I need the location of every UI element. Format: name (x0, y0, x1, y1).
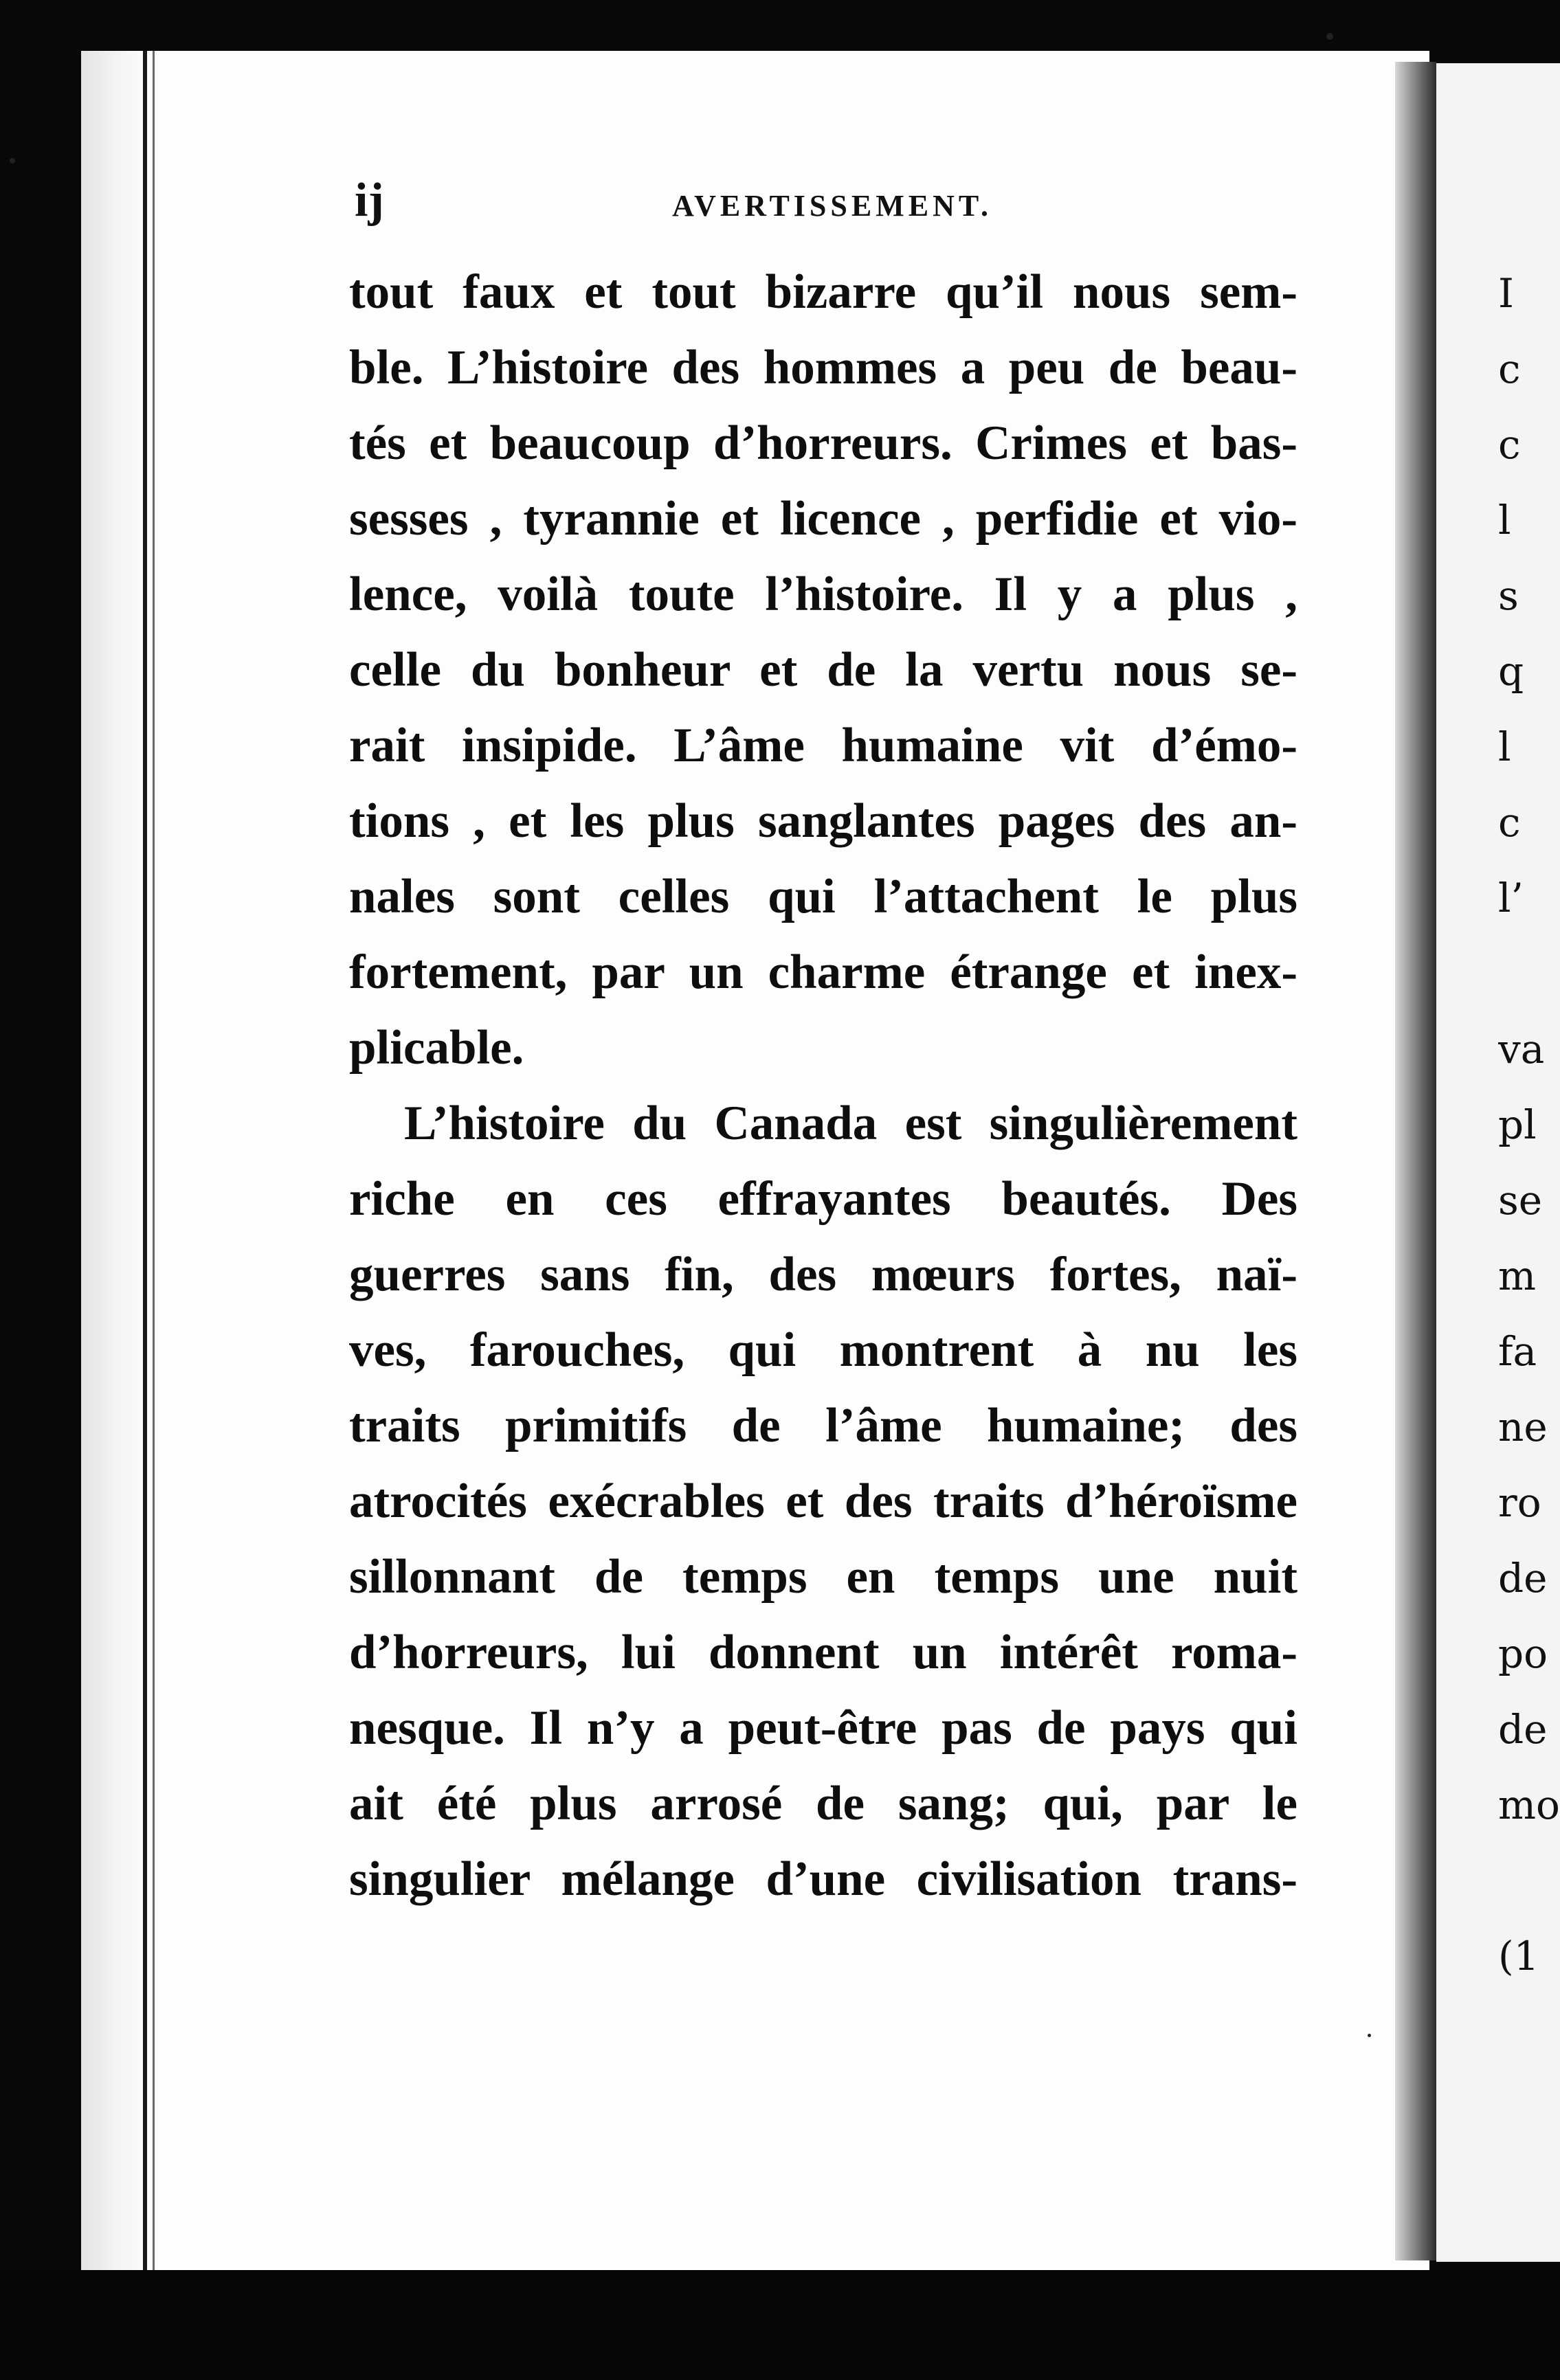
facing-page-fragment (1498, 1843, 1560, 1918)
facing-page-fragment: po (1498, 1630, 1548, 1677)
text-line: sesses , tyrannie et licence , perfidie et vio- (349, 492, 1297, 546)
text-line: traits primitifs de l’âme humaine; des (349, 1399, 1297, 1452)
facing-page-fragment: s (1498, 572, 1519, 619)
text-line: tout faux et tout bizarre qu’il nous sem- (349, 265, 1297, 319)
text-line: lence, voilà toute l’histoire. Il y a plus , (349, 568, 1297, 621)
text-line: sillonnant de temps en temps une nuit (349, 1550, 1297, 1604)
text-line: guerres sans fin, des mœurs fortes, naï- (349, 1248, 1297, 1301)
text-line: tions , et les plus sanglantes pages des an- (349, 794, 1297, 848)
text-line: ait été plus arrosé de sang; qui, par le (349, 1777, 1297, 1830)
text-line: rait insipide. L’âme humaine vit d’émo- (349, 719, 1297, 772)
facing-page-fragment: c (1498, 421, 1521, 468)
facing-page-fragment (1498, 936, 1560, 1011)
facing-page-fragment: va (1498, 1026, 1545, 1073)
page-gutter (81, 51, 144, 2270)
page-fold-shadow (1395, 62, 1436, 2260)
facing-page-fragment: ro (1498, 1479, 1541, 1526)
body-text (349, 254, 1297, 1917)
text-line: atrocités exécrables et des traits d’héroïsme (349, 1474, 1297, 1528)
binding-line-faint (153, 51, 155, 2270)
facing-page-fragment: c (1498, 346, 1521, 392)
scan-bottom-border (0, 2270, 1560, 2380)
facing-page-fragment: c (1498, 799, 1521, 846)
facing-page-fragment: se (1498, 1177, 1543, 1224)
scan-speck (10, 158, 15, 164)
scan-speck (1368, 2034, 1371, 2037)
text-line: nesque. Il n’y a peut-être pas de pays qui (349, 1701, 1297, 1755)
facing-page-fragment: q (1498, 648, 1524, 695)
text-line: ble. L’histoire des hommes a peu de beau- (349, 341, 1297, 394)
facing-page-fragment: ne (1498, 1404, 1548, 1450)
facing-page-fragment: mo (1498, 1782, 1560, 1828)
facing-page-fragment: m (1498, 1253, 1536, 1299)
facing-page-fragment: fa (1498, 1328, 1537, 1375)
facing-page-fragment: I (1498, 270, 1514, 317)
facing-page-fragment: l’ (1498, 875, 1524, 921)
facing-page-fragment: l (1498, 723, 1511, 770)
facing-page-fragment: pl (1498, 1101, 1537, 1148)
facing-page-fragment: de (1498, 1706, 1548, 1753)
facing-page-fragment: (1 (1498, 1933, 1539, 1979)
text-line: fortement, par un charme étrange et inex- (349, 945, 1297, 999)
text-line: celle du bonheur et de la vertu nous se- (349, 643, 1297, 697)
text-line: ves, farouches, qui montrent à nu les (349, 1323, 1297, 1377)
facing-page-fragment: de (1498, 1555, 1548, 1602)
running-title: AVERTISSEMENT. (672, 189, 992, 223)
text-line: nales sont celles qui l’attachent le plus (349, 870, 1297, 923)
text-line: singulier mélange d’une civilisation trans- (349, 1852, 1297, 1906)
facing-page-fragment: l (1498, 497, 1511, 543)
text-line: plicable. (349, 1021, 524, 1075)
text-line: riche en ces effrayantes beautés. Des (349, 1172, 1297, 1226)
text-line: tés et beaucoup d’horreurs. Crimes et bas- (349, 416, 1297, 470)
text-line: L’histoire du Canada est singulièrement (404, 1097, 1297, 1150)
facing-page-text (1498, 63, 1560, 2262)
text-line: d’horreurs, lui donnent un intérêt roma- (349, 1626, 1297, 1679)
binding-line (143, 51, 147, 2270)
page-number: ij (355, 174, 384, 227)
scan-speck (1326, 33, 1333, 40)
running-head (0, 173, 1560, 235)
